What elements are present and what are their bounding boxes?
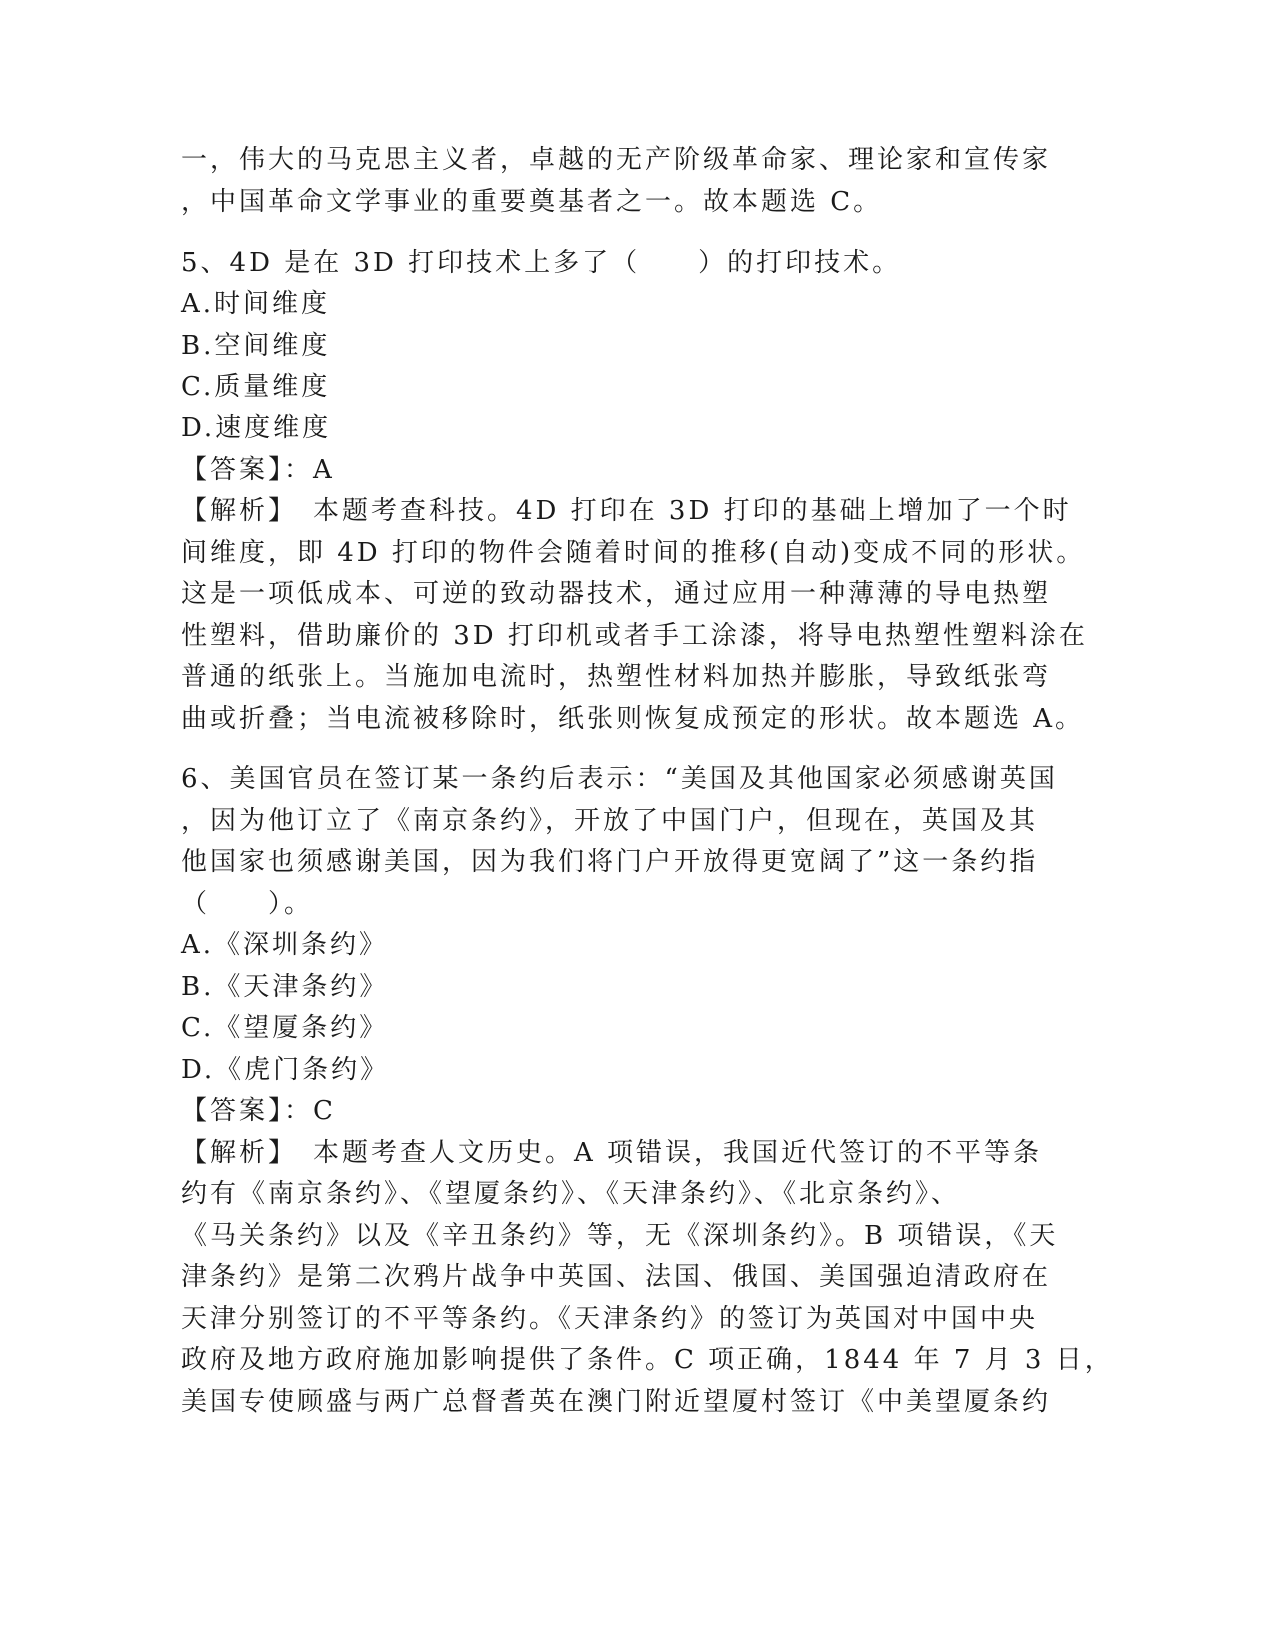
text-line: 政府及地方政府施加影响提供了条件。C 项正确，1844 年 7 月 3 日，	[181, 1345, 1114, 1375]
answer: 【答案】：A	[181, 455, 335, 485]
text-line: 普通的纸张上。当施加电流时，热塑性材料加热并膨胀，导致纸张弯	[181, 662, 1052, 692]
question-5-stem: 5、4D 是在 3D 打印技术上多了（ ）的打印技术。	[181, 248, 902, 278]
option-c: C.《望厦条约》	[181, 1013, 389, 1043]
text-line: 《马关条约》以及《辛丑条约》等，无《深圳条约》。B 项错误，《天	[181, 1221, 1059, 1251]
option-d: D.速度维度	[181, 413, 332, 443]
text-line: 一，伟大的马克思主义者，卓越的无产阶级革命家、理论家和宣传家	[181, 145, 1052, 175]
text-line: 天津分别签订的不平等条约。《天津条约》的签订为英国对中国中央	[181, 1304, 1039, 1334]
option-a: A.时间维度	[181, 289, 331, 319]
text-line: 性塑料，借助廉价的 3D 打印机或者手工涂漆，将导电热塑性塑料涂在	[181, 621, 1088, 651]
option-b: B.空间维度	[181, 331, 331, 361]
explanation: 【解析】 本题考查科技。4D 打印在 3D 打印的基础上增加了一个时	[181, 496, 1072, 526]
option-d: D.《虎门条约》	[181, 1055, 390, 1085]
option-a: A.《深圳条约》	[181, 930, 389, 960]
explanation: 【解析】 本题考查人文历史。A 项错误，我国近代签订的不平等条	[181, 1138, 1043, 1168]
text-line: （ ）。	[181, 889, 314, 919]
text-line: 曲或折叠；当电流被移除时，纸张则恢复成预定的形状。故本题选 A。	[181, 704, 1085, 734]
text-line: 间维度，即 4D 打印的物件会随着时间的推移(自动)变成不同的形状。	[181, 538, 1086, 568]
answer: 【答案】：C	[181, 1096, 336, 1126]
text-line: ，中国革命文学事业的重要奠基者之一。故本题选 C。	[181, 187, 883, 217]
text-line: ，因为他订立了《南京条约》，开放了中国门户，但现在，英国及其	[181, 806, 1039, 836]
text-line: 美国专使顾盛与两广总督耆英在澳门附近望厦村签订《中美望厦条约	[181, 1387, 1052, 1417]
question-6-stem: 6、美国官员在签订某一条约后表示：“美国及其他国家必须感谢英国	[181, 764, 1058, 794]
text-line: 他国家也须感谢美国，因为我们将门户开放得更宽阔了”这一条约指	[181, 847, 1039, 877]
text-line: 这是一项低成本、可逆的致动器技术，通过应用一种薄薄的导电热塑	[181, 579, 1052, 609]
text-line: 津条约》是第二次鸦片战争中英国、法国、俄国、美国强迫清政府在	[181, 1262, 1052, 1292]
option-c: C.质量维度	[181, 372, 331, 402]
option-b: B.《天津条约》	[181, 972, 389, 1002]
text-line: 约有《南京条约》、《望厦条约》、《天津条约》、《北京条约》、	[181, 1179, 961, 1209]
